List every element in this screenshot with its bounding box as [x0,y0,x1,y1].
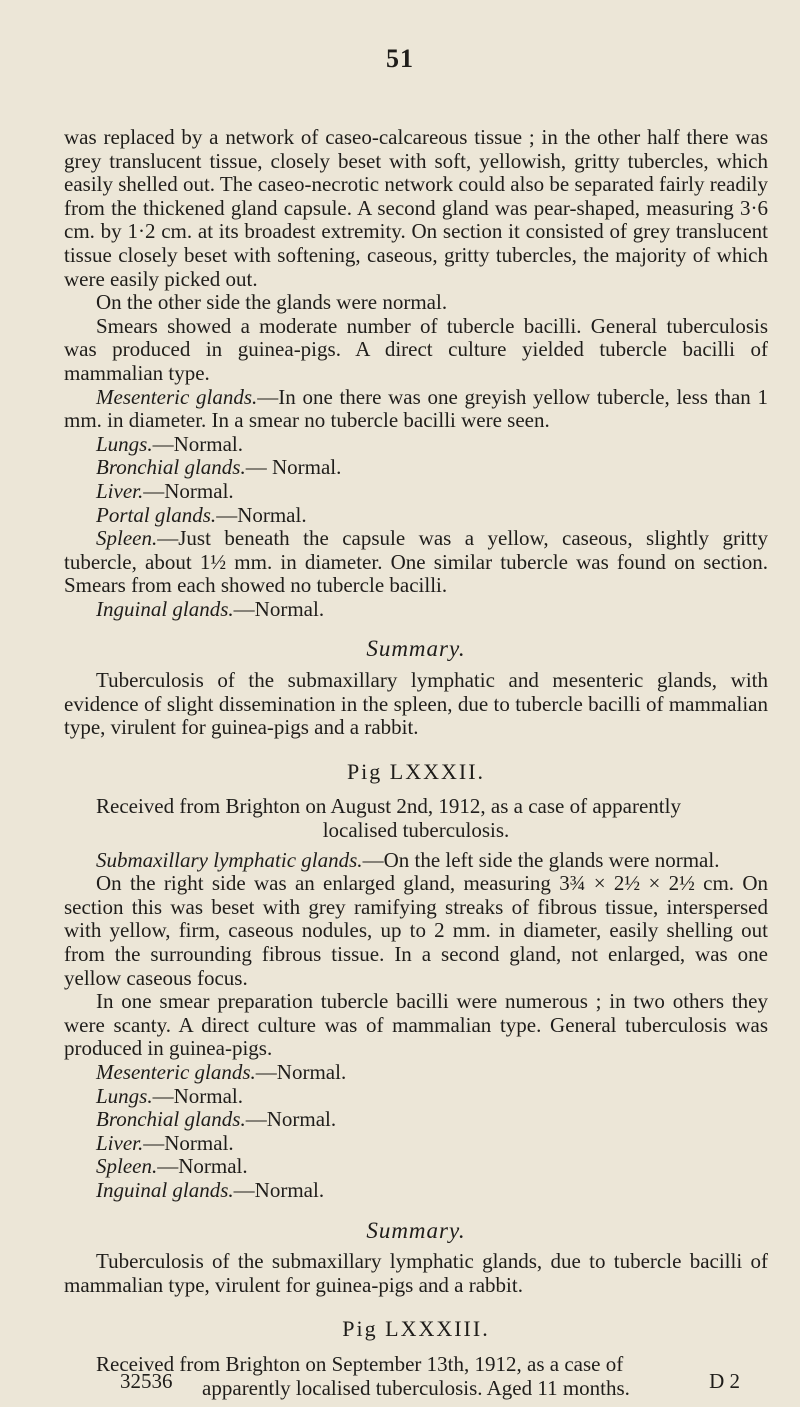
page-number: 51 [386,44,414,73]
finding-mesenteric [64,1061,768,1085]
finding-spleen [64,1155,768,1179]
summary-heading: Summary. [366,1217,466,1243]
organ-finding: —Normal. [157,1154,248,1179]
paragraph: In one smear preparation tubercle bacilli were numerous ; in two others they were scanty. A direct culture was of mammalian type. General tuberculosis was produced in guinea-pigs. [64,989,768,1061]
received-line: Received from Brighton on September 13th, 1912, as a case of [96,1351,624,1376]
organ-finding: —On the left side the glands were normal. [362,847,720,872]
received-line-cont: apparently localised tuberculosis. Aged 11 months. [202,1375,630,1400]
organ-finding: —Normal. [233,596,325,621]
summary-text: Tuberculosis of the submaxillary lymphatic and mesenteric glands, with evidence of slight dissemination in the spleen, due to tubercle bacilli of mammalian type, virulent for guinea-pigs and a rabbit. [64,668,768,740]
organ-label: Portal glands. [96,502,217,527]
finding-lungs [64,1085,768,1109]
summary-heading: Summary. [366,636,466,662]
organ-finding: —Normal. [233,1177,325,1202]
paragraph: Smears showed a moderate number of tubercle bacilli. General tuberculosis was produced in guinea-pigs. A direct culture yielded tubercle bacilli of mammalian type. [64,313,768,385]
finding-liver [64,1132,768,1156]
paragraph: was replaced by a network of caseo-calcareous tissue ; in the other half there was grey translucent tissue, closely beset with soft, yellowish, gritty tubercles, which easily shelled out. The caseo-necrotic network could also be separated fairly readily from the thickened gland capsule. A second gland was pear-shaped, measuring 3·6 cm. by 1·2 cm. at its broadest extremity. On section it consisted of grey translucent tissue closely beset with softening, caseous, gritty tubercles, the majority of which were easily picked out. [64,125,769,291]
organ-finding: — Normal. [245,455,342,480]
organ-label: Mesenteric glands. [96,1059,256,1084]
organ-finding: —Normal. [255,1059,347,1084]
organ-finding: —Normal. [152,1083,244,1108]
summary-text: Tuberculosis of the submaxillary lymphatic glands, due to tubercle bacilli of mammalian type, virulent for guinea-pigs and a rabbit. [64,1249,768,1297]
finding-inguinal [64,598,768,622]
received-line: Received from Brighton on August 2nd, 1912, as a case of apparently [96,794,681,819]
organ-label: Bronchial glands. [96,455,246,480]
case-heading: Pig LXXXIII. [342,1316,490,1342]
paragraph-mesenteric [64,386,768,433]
organ-finding: —Normal. [152,431,244,456]
organ-label: Inguinal glands. [96,596,234,621]
organ-finding: —Normal. [143,478,234,503]
organ-finding: —In one there was one greyish yellow tubercle, less than 1 mm. in diameter. In a smear no tubercle bacilli were seen. [64,384,768,433]
organ-label: Liver. [96,1130,144,1155]
finding-portal [64,504,768,528]
received-line-cont: localised tuberculosis. [322,818,510,843]
finding-liver [64,480,768,504]
signature-mark: 32536 [120,1369,173,1393]
organ-label: Lungs. [96,431,153,456]
finding-bronchial [64,1108,768,1132]
paragraph: On the other side the glands were normal. [96,290,448,315]
case-heading: Pig LXXXII. [346,758,486,784]
organ-label: Bronchial glands. [96,1107,246,1132]
finding-bronchial [64,456,768,480]
organ-label: Submaxillary lymphatic glands. [96,847,363,872]
gathering-mark: D 2 [709,1369,740,1393]
organ-finding: —Normal. [143,1130,234,1155]
organ-finding: —Normal. [216,502,307,527]
paragraph: On the right side was an enlarged gland, measuring 3¾ × 2½ × 2½ cm. On section this was beset with grey ramifying streaks of fibrous tissue, interspersed with yellow, firm, caseous nodules, up to 2 mm. in diameter, easily shelling out from the surrounding fibrous tissue. In a second gland, not enlarged, was one yellow caseous focus. [64,871,768,990]
finding-spleen [64,527,768,598]
finding-inguinal [64,1179,768,1203]
organ-label: Liver. [96,478,144,503]
page-footer [120,1369,740,1394]
organ-label: Inguinal glands. [96,1177,234,1202]
organ-label: Lungs. [96,1083,153,1108]
organ-label: Spleen. [96,1154,158,1179]
organ-label: Mesenteric glands. [96,384,258,409]
organ-label: Spleen. [96,526,158,551]
organ-finding: —Normal. [245,1107,337,1132]
finding-lungs [64,433,768,457]
page-body [64,126,768,1400]
finding-submaxillary [64,849,768,873]
organ-finding: —Just beneath the capsule was a yellow, caseous, slightly gritty tubercle, about 1½ mm. in diameter. One similar tubercle was found on section. Smears from each showed no tubercle bacilli. [64,526,768,598]
